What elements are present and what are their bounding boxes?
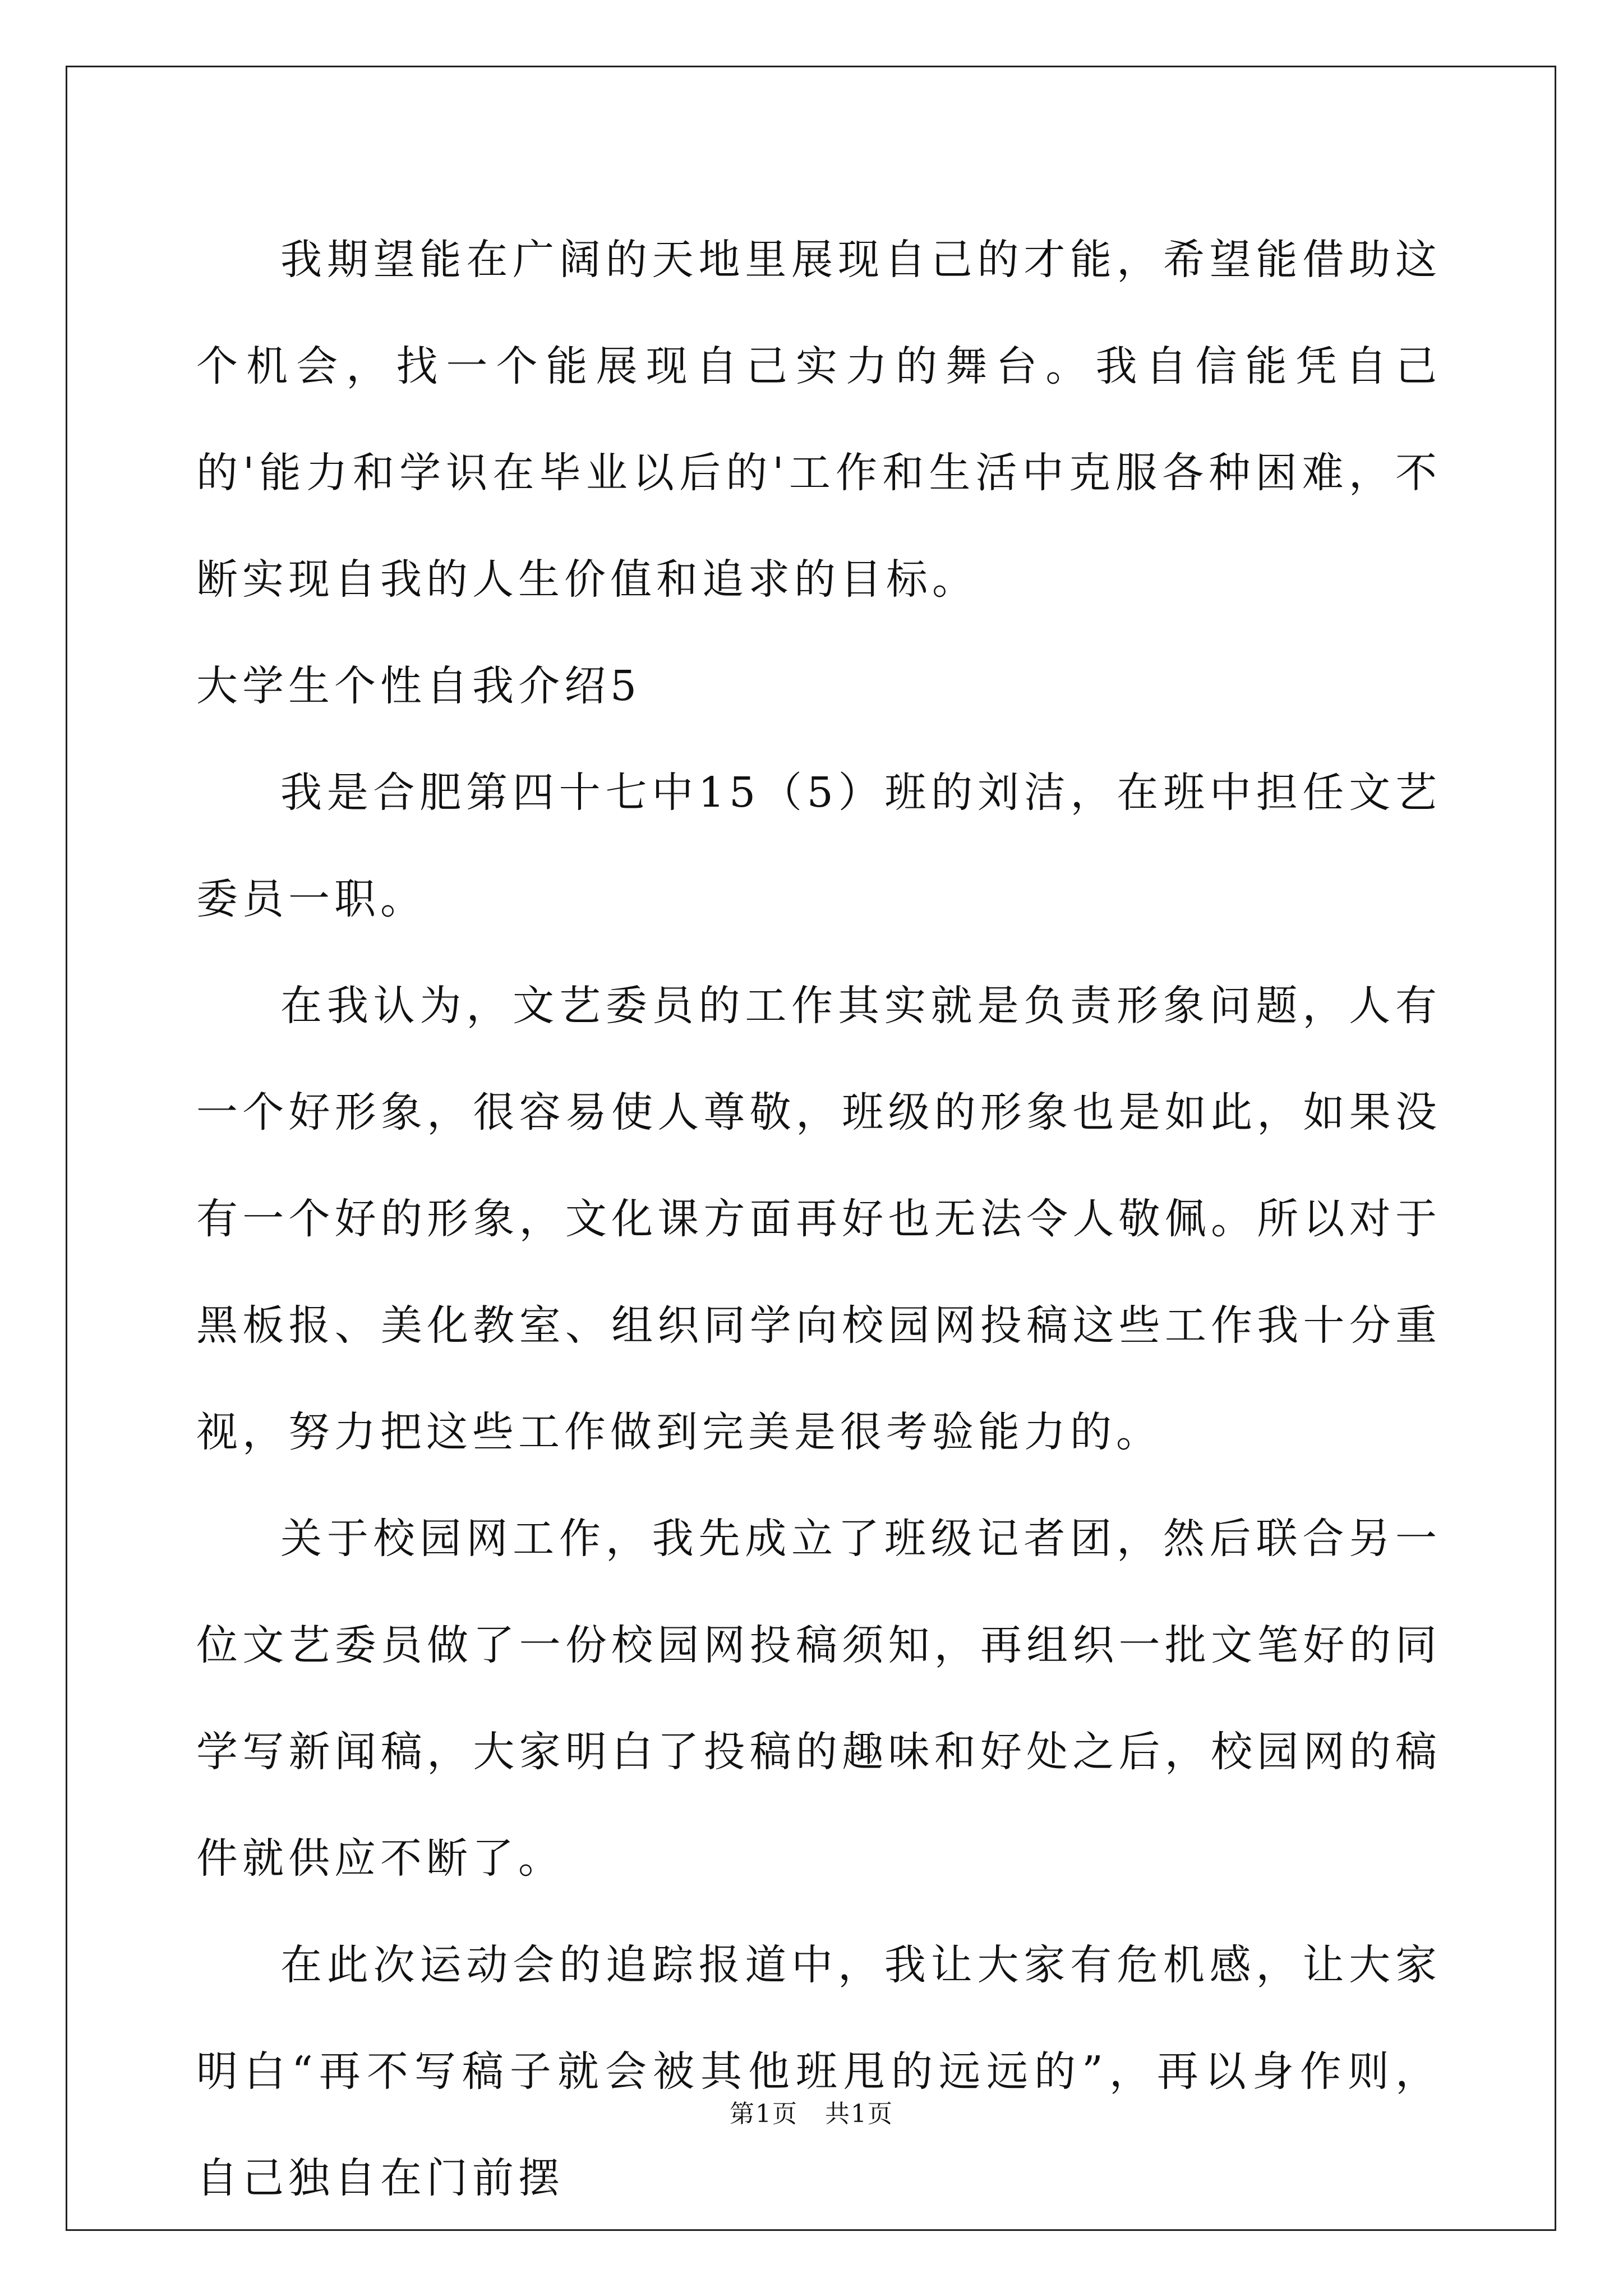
page-total: 共1页 <box>824 2100 893 2128</box>
section-heading: 大学生个性自我介绍5 <box>196 662 642 710</box>
paragraph: 在我认为，文艺委员的工作其实就是负责形象问题，人有一个好形象，很容易使人尊敬，班级的形象也是如此，如果没有一个好的形象，文化课方面再好也无法令人敬佩。所以对于黑板报、美化教室、组织同学向校园网投稿这些工作我十分重视，努力把这些工作做到完美是很考验能力的。 <box>196 982 1441 1456</box>
page-number: 第1页 <box>730 2100 799 2128</box>
paragraph: 在此次运动会的追踪报道中，我让大家有危机感，让大家明白“再不写稿子就会被其他班甩的远远的”，再以身作则，自己独自在门前摆 <box>196 1941 1441 2202</box>
document-body <box>196 206 1441 2231</box>
paragraph: 关于校园网工作，我先成立了班级记者团，然后联合另一位文艺委员做了一份校园网投稿须知，再组织一批文笔好的同学写新闻稿，大家明白了投稿的趣味和好处之后，校园网的稿件就供应不断了。 <box>196 1515 1441 1883</box>
page-footer <box>0 2093 1623 2129</box>
paragraph: 我是合肥第四十七中15（5）班的刘洁，在班中担任文艺委员一职。 <box>196 769 1441 923</box>
paragraph: 我期望能在广阔的天地里展现自己的才能，希望能借助这个机会，找一个能展现自己实力的舞台。我自信能凭自己的'能力和学识在毕业以后的'工作和生活中克服各种困难，不断实现自我的人生价值和追求的目标。 <box>196 236 1441 604</box>
